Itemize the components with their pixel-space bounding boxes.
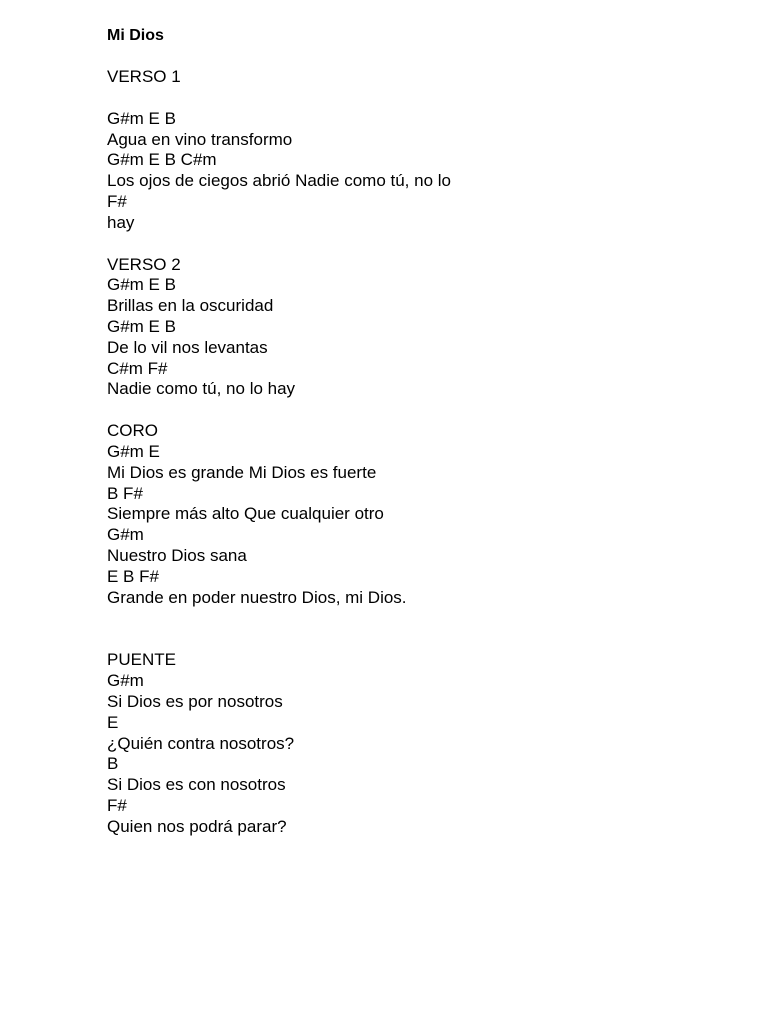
section-verso-2 [107,255,727,401]
song-title: Mi Dios [107,27,164,44]
lyric-line: Siempre más alto Que cualquier otro [107,504,384,524]
chord-line: G#m E B [107,275,176,295]
lyric-line: Si Dios es con nosotros [107,775,286,795]
chord-line: G#m E B [107,316,176,336]
lyric-line: Quien nos podrá parar? [107,816,287,836]
lyric-line: Los ojos de ciegos abrió Nadie como tú, no lo [107,171,451,191]
chord-line: G#m E B C#m [107,150,217,170]
chord-line: B [107,754,119,774]
lyric-line: De lo vil nos levantas [107,337,268,357]
lyric-line: Brillas en la oscuridad [107,296,274,316]
song-sheet [107,25,727,838]
chord-line: B F# [107,483,143,503]
chord-line: G#m E [107,441,160,461]
chord-line: G#m E B [107,108,176,128]
lyric-line: Nadie como tú, no lo hay [107,379,296,399]
section-heading: PUENTE [107,650,176,670]
lyric-line: Mi Dios es grande Mi Dios es fuerte [107,462,377,482]
chord-line: E B F# [107,566,159,586]
section-heading: VERSO 2 [107,254,181,274]
section-verso-1 [107,67,727,234]
chord-line: C#m F# [107,358,168,378]
lyric-line: Si Dios es por nosotros [107,691,283,711]
lyric-line: Grande en poder nuestro Dios, mi Dios. [107,587,407,607]
chord-line: G#m [107,525,144,545]
section-heading: VERSO 1 [107,67,181,86]
chord-line: G#m [107,671,144,691]
chord-line: E [107,712,119,732]
section-coro [107,421,727,608]
chord-line: F# [107,795,127,815]
section-puente [107,650,727,837]
lyric-line: hay [107,212,135,232]
chord-line: F# [107,191,127,211]
section-heading: CORO [107,421,158,441]
lyric-line: Agua en vino transformo [107,129,293,149]
lyric-line: ¿Quién contra nosotros? [107,733,295,753]
lyric-line: Nuestro Dios sana [107,545,247,565]
